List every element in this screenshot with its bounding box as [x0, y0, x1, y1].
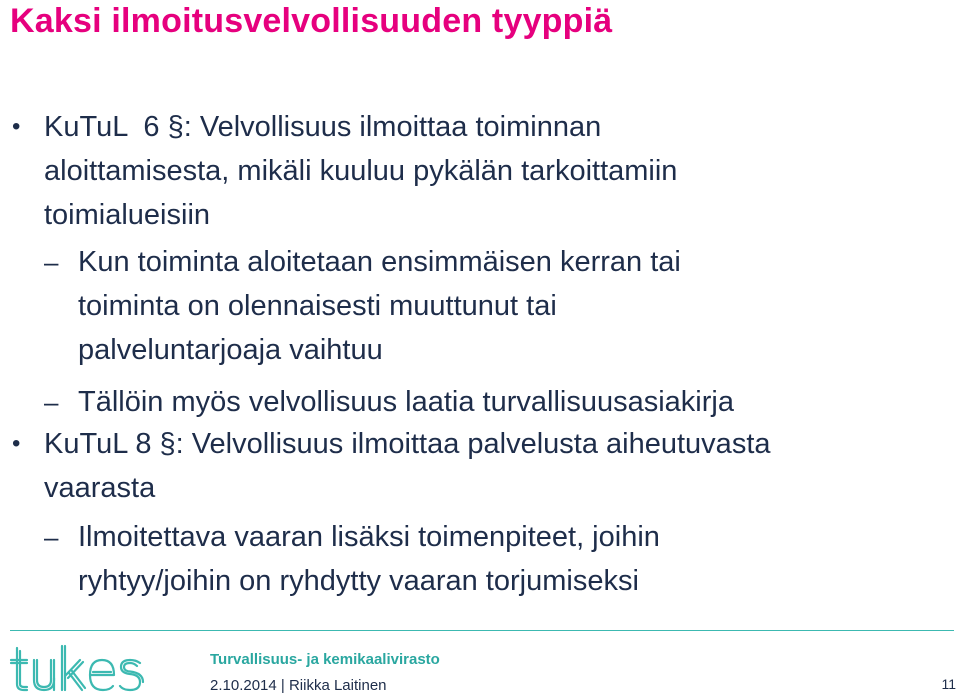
bullet-text-line: vaarasta [44, 472, 156, 504]
bullet-text-line: aloittamisesta, mikäli kuuluu pykälän tarkoittamiin [44, 155, 678, 187]
sub-bullet-item [44, 515, 938, 603]
dash-marker: – [44, 387, 59, 417]
bullet-text-line: KuTuL 6 §: Velvollisuus ilmoittaa toiminnan [44, 111, 602, 143]
bullet-item [12, 105, 944, 237]
footer-date-author: 2.10.2014 | Riikka Laitinen [210, 677, 387, 694]
bullet-text-line: ryhtyy/joihin on ryhdytty vaaran torjumiseksi [78, 565, 639, 597]
bullet-text-line: toiminta on olennaisesti muuttunut tai [78, 290, 557, 322]
dash-marker: – [44, 247, 59, 277]
footer-divider [10, 630, 954, 631]
bullet-item [12, 422, 944, 510]
sub-bullet-item [44, 240, 938, 372]
slide-title: Kaksi ilmoitusvelvollisuuden tyyppiä [10, 2, 613, 40]
tukes-logo [8, 640, 148, 696]
bullet-text-line: Kun toiminta aloitetaan ensimmäisen kerran tai [78, 246, 681, 278]
bullet-text-line: Tällöin myös velvollisuus laatia turvallisuusasiakirja [78, 386, 734, 418]
bullet-marker: • [12, 430, 21, 457]
bullet-text-line: Ilmoitettava vaaran lisäksi toimenpiteet, joihin [78, 521, 660, 553]
bullet-marker: • [12, 113, 21, 140]
page-number: 11 [941, 676, 956, 692]
dash-marker: – [44, 522, 59, 552]
bullet-text-line: KuTuL 8 §: Velvollisuus ilmoittaa palvelusta aiheutuvasta [44, 428, 771, 460]
sub-bullet-item [44, 380, 938, 424]
footer-organization: Turvallisuus- ja kemikaalivirasto [210, 651, 440, 668]
bullet-text-line: palveluntarjoaja vaihtuu [78, 334, 383, 366]
bullet-text-line: toimialueisiin [44, 199, 211, 231]
